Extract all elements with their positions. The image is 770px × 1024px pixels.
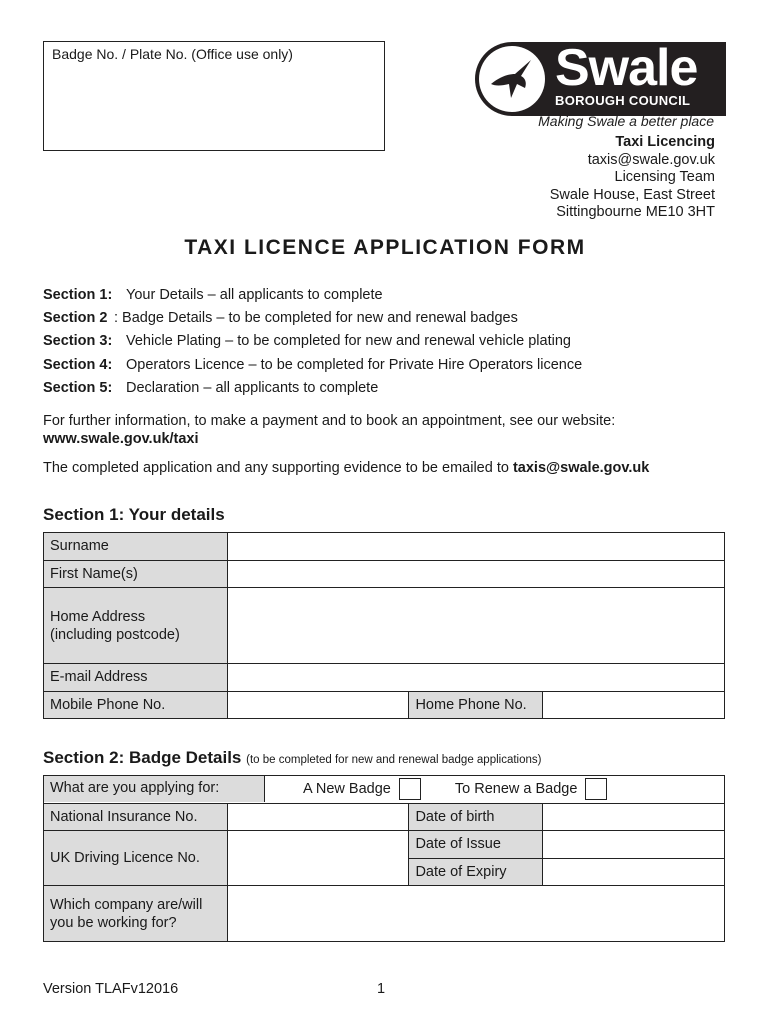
mobile-phone-label: Mobile Phone No.: [44, 691, 228, 719]
company-label-line2: you be working for?: [50, 914, 177, 931]
office-use-box: [43, 41, 385, 151]
section2-subheading: (to be completed for new and renewal badge applications): [246, 754, 542, 766]
section1-table: [43, 532, 725, 719]
home-address-label-line2: (including postcode): [50, 626, 180, 643]
date-issue-label: Date of Issue: [409, 831, 543, 859]
section-text: : Badge Details – to be completed for new and renewal badges: [114, 310, 518, 327]
date-expiry-label: Date of Expiry: [409, 858, 543, 886]
mobile-phone-field[interactable]: [227, 691, 409, 719]
section2-heading-text: Section 2: Badge Details: [43, 748, 242, 767]
page-title: TAXI LICENCE APPLICATION FORM: [184, 236, 586, 259]
section-item: [43, 287, 582, 310]
company-label-line1: Which company are/will: [50, 896, 203, 913]
driving-licence-field[interactable]: [227, 831, 409, 886]
renew-badge-label: To Renew a Badge: [454, 781, 578, 798]
section-text: Operators Licence – to be completed for Private Hire Operators licence: [126, 356, 583, 373]
sections-list: [43, 287, 582, 403]
new-badge-checkbox[interactable]: [399, 778, 421, 800]
section-text: Vehicle Plating – to be completed for new and renewal vehicle plating: [126, 333, 571, 350]
version-text: Version TLAFv12016: [43, 981, 179, 997]
home-address-label: [44, 588, 228, 664]
swale-logo: [475, 39, 726, 116]
further-info: [43, 412, 615, 448]
page-number: 1: [377, 981, 386, 997]
section-text: Your Details – all applicants to complete: [126, 287, 383, 303]
section2-heading: [43, 748, 541, 768]
section-label: Section 4:: [43, 356, 113, 373]
ni-field[interactable]: [227, 803, 409, 831]
date-issue-field[interactable]: [543, 831, 725, 859]
submission-info: [43, 460, 649, 476]
logo-subtitle: BOROUGH COUNCIL: [555, 93, 691, 108]
section-label: Section 3:: [43, 333, 113, 350]
home-phone-field[interactable]: [543, 691, 725, 719]
logo-name: Swale: [555, 39, 698, 97]
email-label: E-mail Address: [44, 664, 228, 692]
section-item: [43, 333, 582, 356]
website-link[interactable]: www.swale.gov.uk/taxi: [43, 431, 199, 447]
contact-town: Sittingbourne ME10 3HT: [556, 204, 715, 220]
first-names-field[interactable]: [227, 560, 724, 588]
contact-title: Taxi Licencing: [615, 134, 715, 150]
date-expiry-field[interactable]: [543, 858, 725, 886]
renew-badge-checkbox[interactable]: [585, 778, 607, 800]
section2-table: [43, 775, 725, 942]
section-item: [43, 380, 582, 403]
company-label: [44, 886, 228, 942]
logo-tagline: Making Swale a better place: [538, 113, 714, 129]
section-item: [43, 310, 582, 333]
company-field[interactable]: [227, 886, 724, 942]
driving-licence-label: UK Driving Licence No.: [44, 831, 228, 886]
contact-block: [550, 134, 715, 222]
office-use-label: Badge No. / Plate No. (Office use only): [52, 46, 293, 62]
contact-street: Swale House, East Street: [549, 186, 715, 203]
swift-bird-icon: [479, 46, 545, 112]
section-item: [43, 357, 582, 380]
new-badge-label: A New Badge: [303, 781, 391, 798]
contact-team: Licensing Team: [614, 169, 715, 185]
section1-heading: Section 1: Your details: [43, 505, 225, 524]
first-names-label: First Name(s): [44, 560, 228, 588]
surname-label: Surname: [44, 533, 228, 561]
surname-field[interactable]: [227, 533, 724, 561]
ni-label: National Insurance No.: [44, 803, 228, 831]
home-address-field[interactable]: [227, 588, 724, 664]
section-label: Section 5:: [43, 379, 113, 396]
email-field[interactable]: [227, 664, 724, 692]
section-label: Section 2: [43, 310, 108, 327]
further-info-text: For further information, to make a payment and to book an appointment, see our website:: [43, 413, 616, 429]
applying-for-row: [44, 776, 725, 804]
submission-text: The completed application and any supporting evidence to be emailed to: [43, 460, 513, 476]
home-address-label-line1: Home Address: [50, 608, 146, 625]
dob-field[interactable]: [543, 803, 725, 831]
applying-for-label: What are you applying for:: [44, 776, 265, 802]
section-label: Section 1:: [43, 287, 113, 303]
section-text: Declaration – all applicants to complete: [126, 379, 379, 396]
contact-email[interactable]: taxis@swale.gov.uk: [587, 151, 715, 168]
home-phone-label: Home Phone No.: [409, 691, 543, 719]
dob-label: Date of birth: [409, 803, 543, 831]
submission-email-link[interactable]: taxis@swale.gov.uk: [512, 460, 650, 476]
